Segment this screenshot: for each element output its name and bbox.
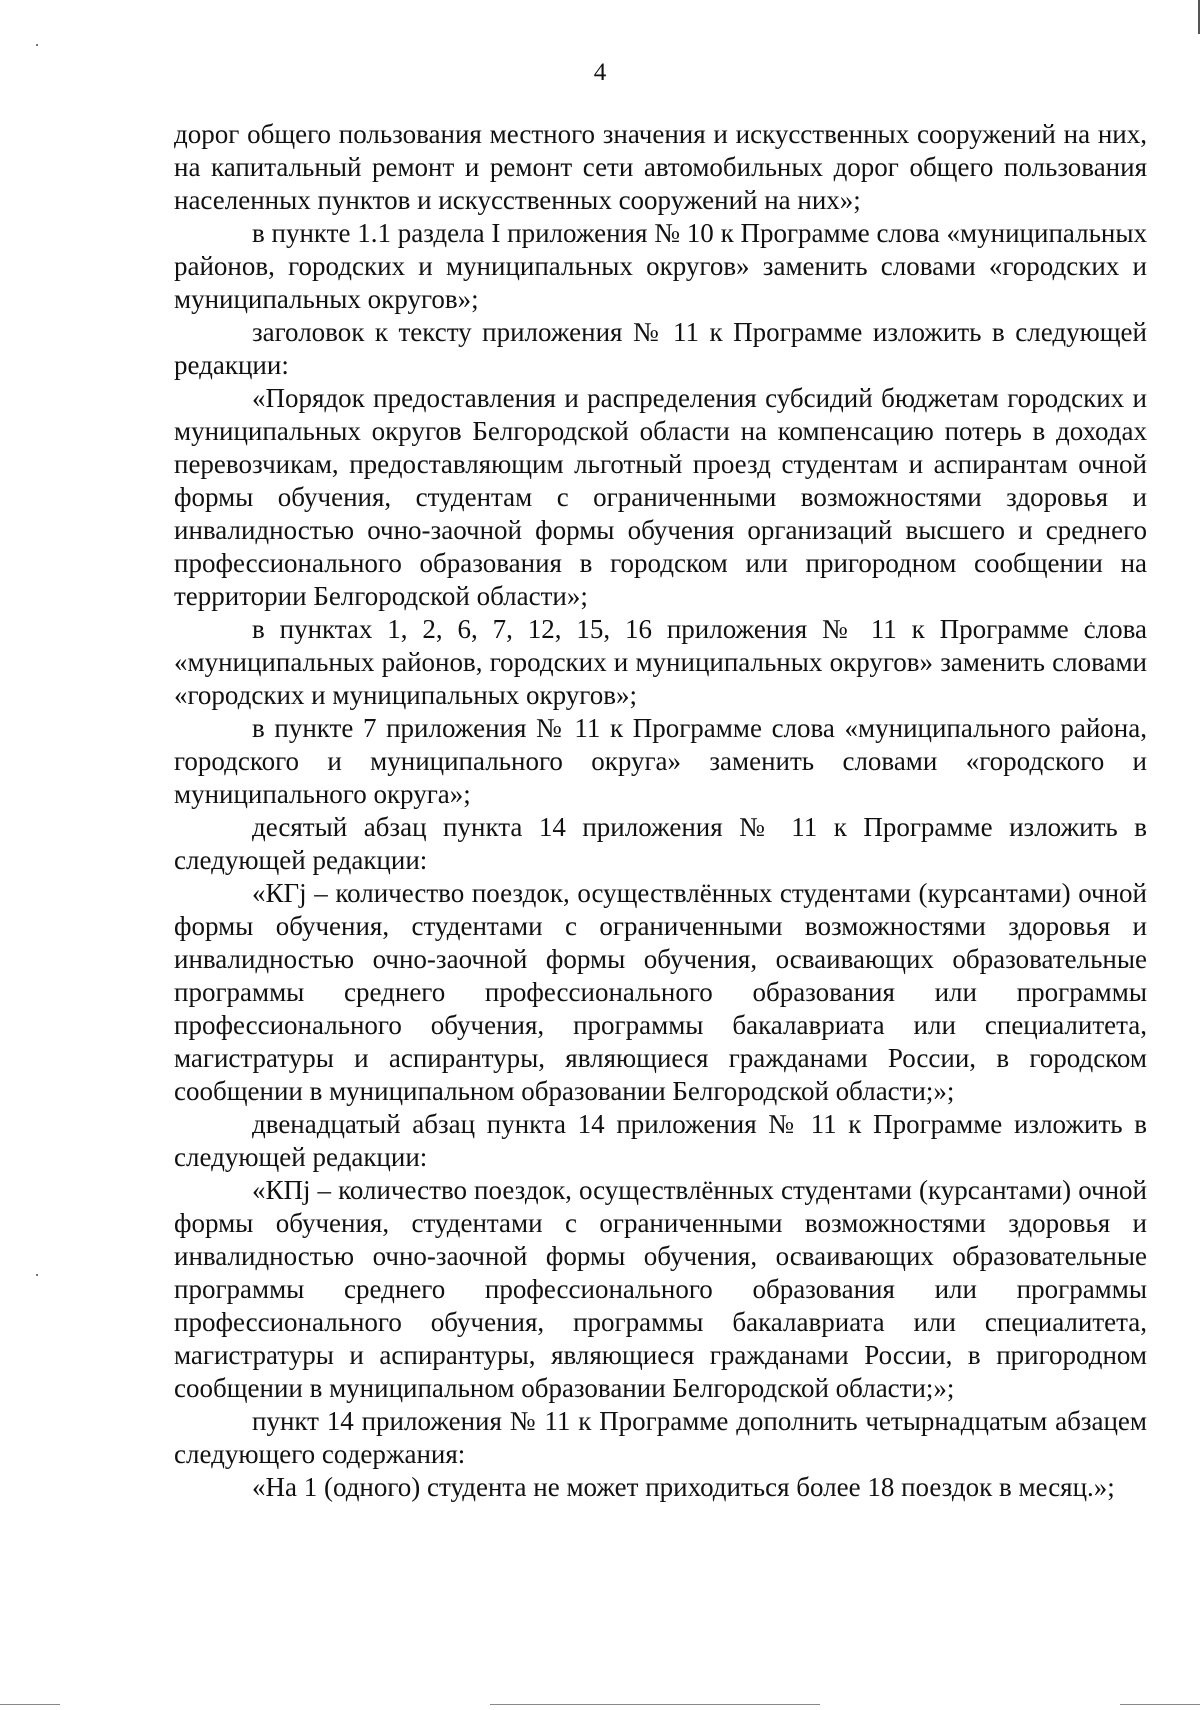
paragraph: «На 1 (одного) студента не может приходиться более 18 поездок в месяц.»;	[252, 1472, 1115, 1502]
paragraph: «КГj – количество поездок, осуществлённых студентами (курсантами) очной формы обучения, студентами с ограниченными возможностями здоровья и инвалидностью очно-заочной формы обучения, осваивающих образовательные программы среднего профессионального образования или программы профессионального обучения, программы бакалавриата или специалитета, магистратуры и аспирантуры, являющиеся гражданами России, в городском сообщении в муниципальном образовании Белгородской области;»;	[174, 878, 1147, 1106]
scan-speck	[36, 1274, 38, 1276]
paragraph: дорог общего пользования местного значения и искусственных сооружений на них, на капитальный ремонт и ремонт сети автомобильных дорог общего пользования населенных пунктов и искусственных сооружений на них»;	[174, 119, 1147, 215]
paragraph: пункт 14 приложения № 11 к Программе дополнить четырнадцатым абзацем следующего содержания:	[174, 1406, 1147, 1469]
page-number: 4	[593, 59, 607, 86]
paragraph: «Порядок предоставления и распределения субсидий бюджетам городских и муниципальных округов Белгородской области на компенсацию потерь в доходах перевозчикам, предоставляющим льготный проезд студентам и аспирантам очной формы обучения, студентам с ограниченными возможностями здоровья и инвалидностью очно-заочной формы обучения организаций высшего и среднего профессионального образования в городском или пригородном сообщении на территории Белгородской области»;	[174, 383, 1147, 611]
paragraph: двенадцатый абзац пункта 14 приложения № 11 к Программе изложить в следующей редакции:	[174, 1109, 1147, 1172]
paragraph: «КПj – количество поездок, осуществлённых студентами (курсантами) очной формы обучения, студентами с ограниченными возможностями здоровья и инвалидностью очно-заочной формы обучения, осваивающих образовательные программы среднего профессионального образования или программы профессионального обучения, программы бакалавриата или специалитета, магистратуры и аспирантуры, являющиеся гражданами России, в пригородном сообщении в муниципальном образовании Белгородской области;»;	[174, 1175, 1147, 1403]
scan-speck	[36, 44, 38, 46]
paragraph: в пунктах 1, 2, 6, 7, 12, 15, 16 приложения № 11 к Программе слова «муниципальных районов, городских и муниципальных округов» заменить словами «городских и муниципальных округов»;	[174, 614, 1147, 710]
scan-bottom-artifact	[0, 1700, 1200, 1710]
paragraph: заголовок к тексту приложения № 11 к Программе изложить в следующей редакции:	[174, 317, 1147, 380]
paragraph: десятый абзац пункта 14 приложения № 11 к Программе изложить в следующей редакции:	[174, 812, 1147, 875]
document-body	[174, 118, 1147, 1504]
paragraph: в пункте 7 приложения № 11 к Программе слова «муниципального района, городского и муниципального округа» заменить словами «городского и муниципального округа»;	[174, 713, 1147, 809]
paragraph: в пункте 1.1 раздела I приложения № 10 к Программе слова «муниципальных районов, городских и муниципальных округов» заменить словами «городских и муниципальных округов»;	[174, 218, 1147, 314]
